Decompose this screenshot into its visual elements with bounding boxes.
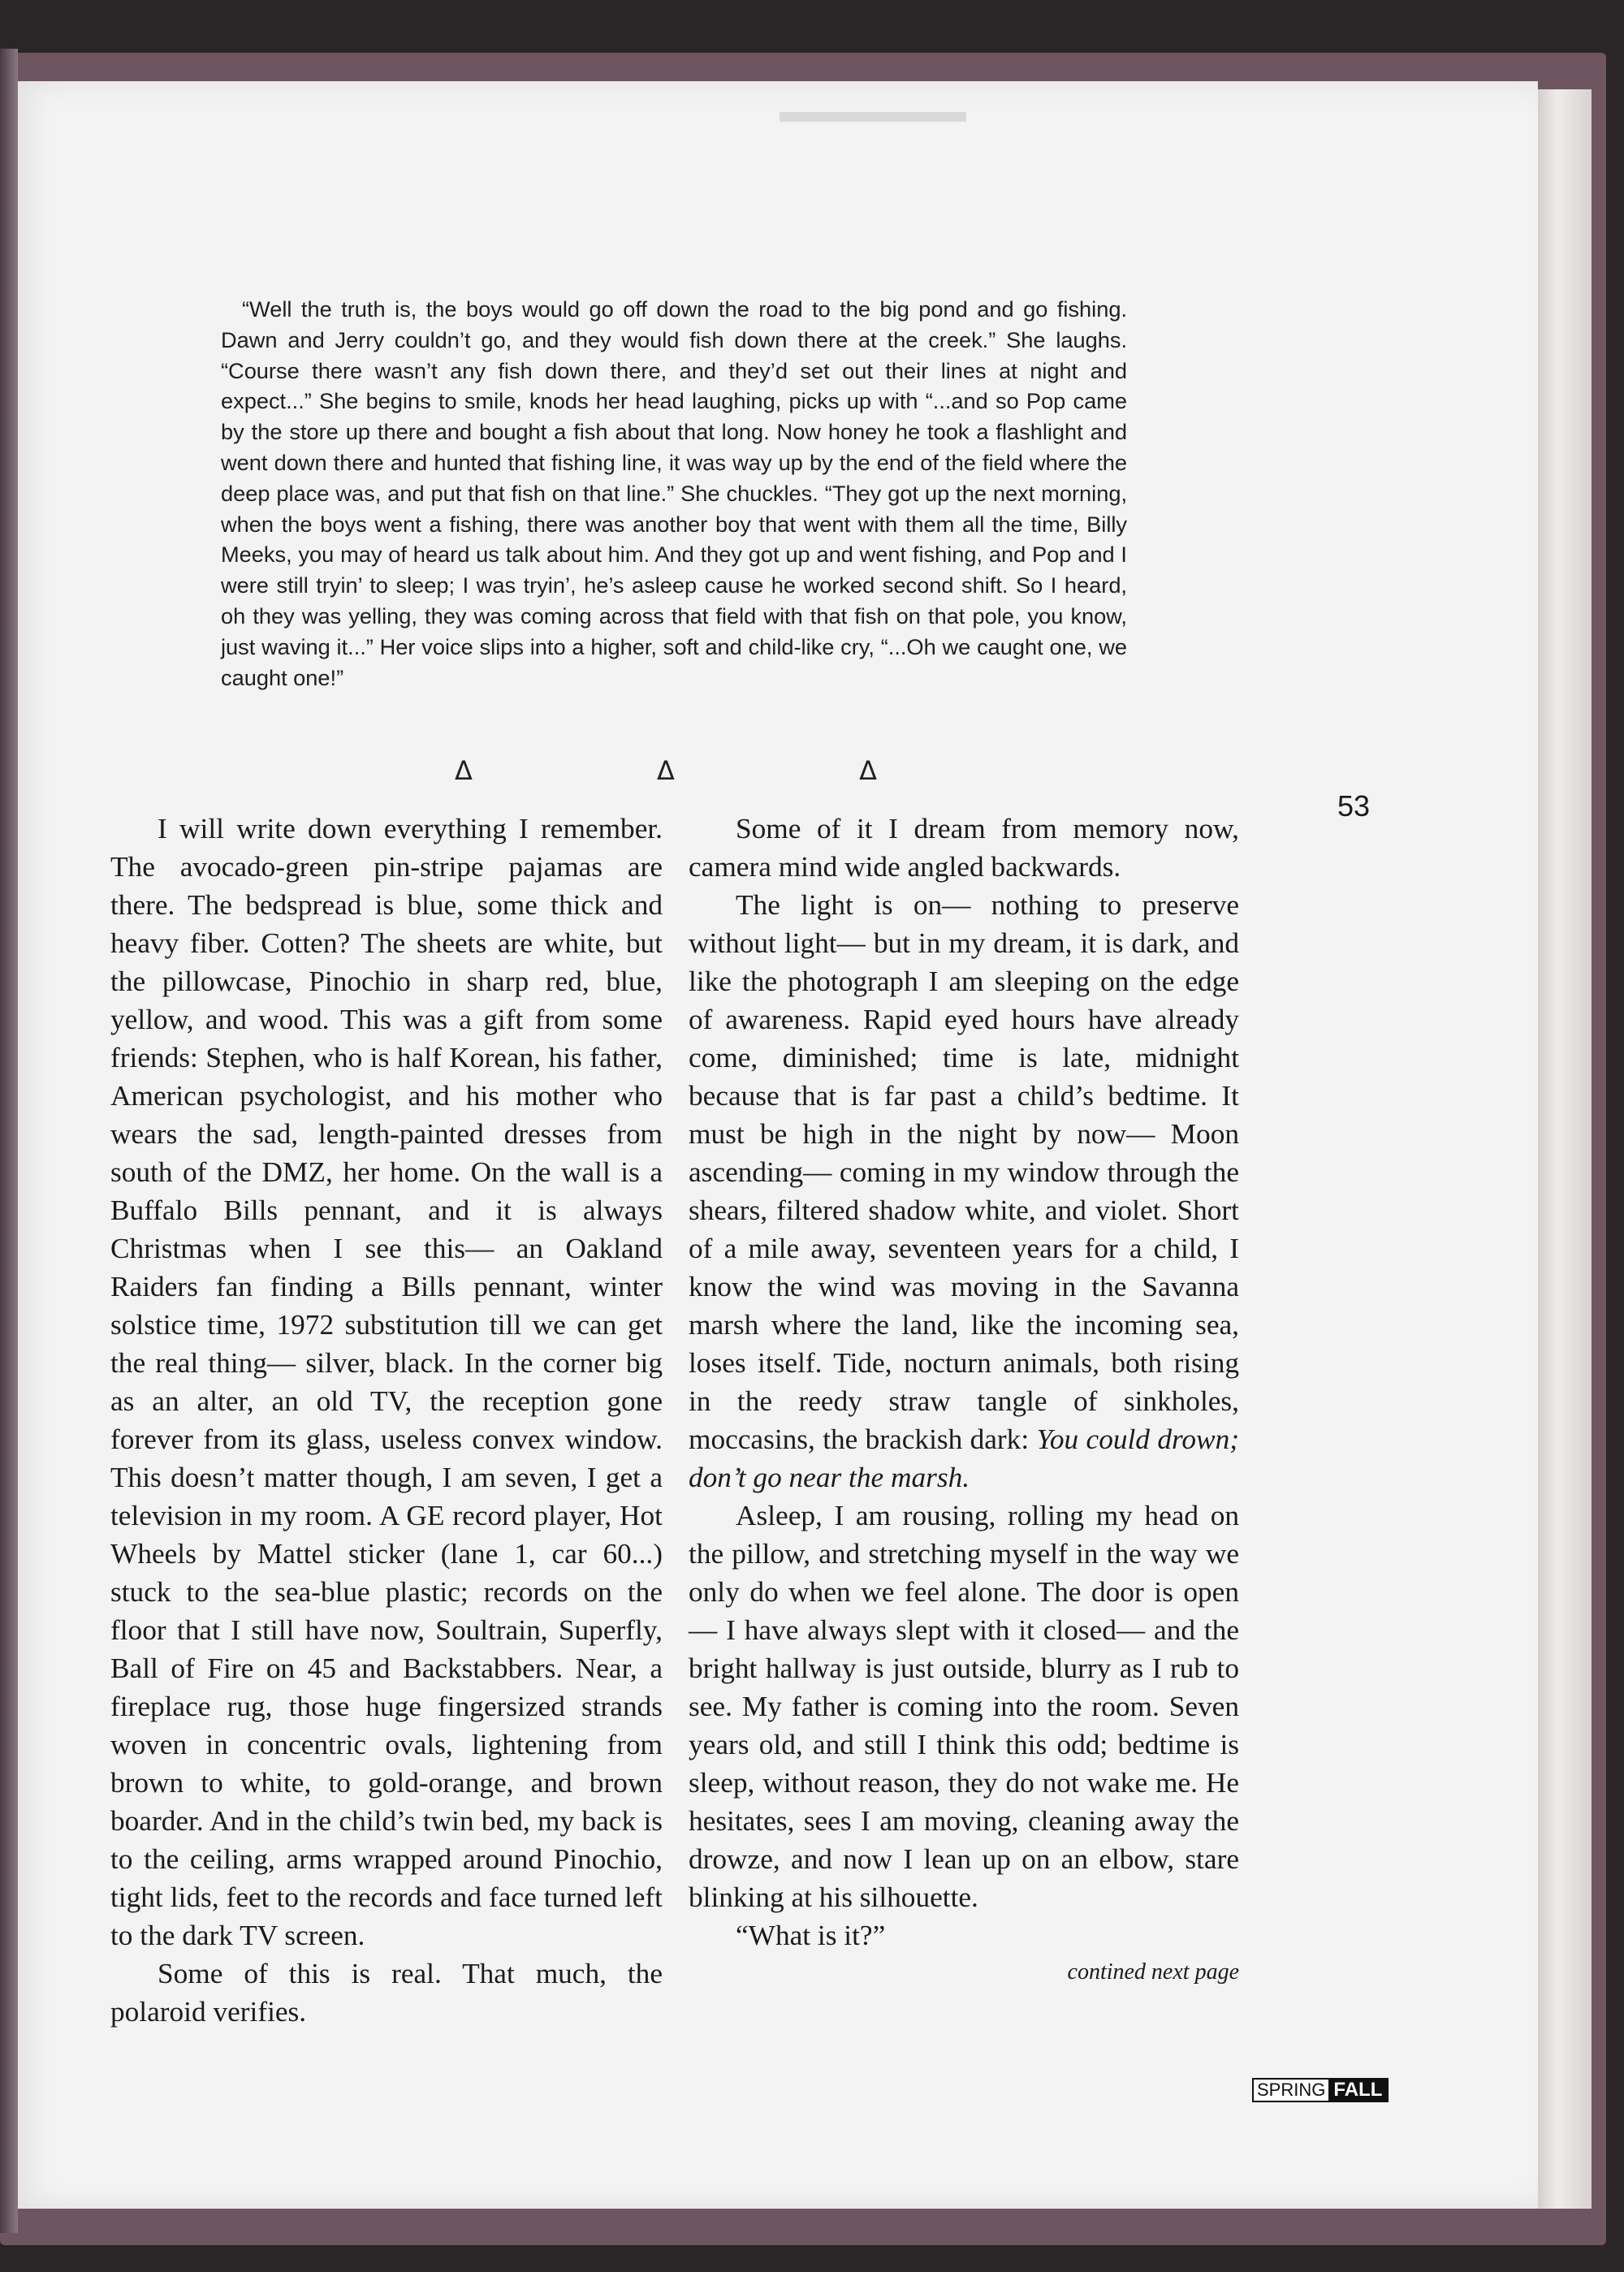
quote-paragraph: “Well the truth is, the boys would go off down the road to the big pond and go fishing. Dawn and Jerry couldn’t go, and they would fish down there at the creek.” She laughs. “Course there wasn’t any fish down there, and they’d set out their lines at night and expect...” She begins to smile, knods her head laughing, picks up with “...and so Pop came by the store up there and bought a fish about that long. Now honey he took a flashlight and went down there and hunted that fishing line, it was way up by the end of the field where the deep place was, and put that fish on that line.” She chuckles. “They got up the next morning, when the boys went a fishing, there was another boy that went with them all the time, Billy Meeks, you may of heard us talk about him. And they got up and went fishing, and Pop and I were still tryin’ to sleep; I was tryin’, he’s asleep cause he worked second shift. So I heard, oh they was yelling, they was coming across that field with that fish on that pole, you know, just waving it...” Her voice slips into a higher, soft and child-like cry, “...Oh we caught one, we caught one!” (221, 296, 1127, 690)
right-paragraph-2-text: The light is on— nothing to preserve without light— but in my dream, it is dark, and like the photograph I am sleeping on the edge of awareness. Rapid eyed hours have already come, diminished; time is late, midnight because that is far past a child’s bedtime. It must be high in the night by now— Moon ascending— coming in my window through the shears, filtered shadow white, and violet. Short of a mile away, seventeen years for a child, I know the wind was moving in the Savanna marsh where the land, like the incoming sea, loses itself. Tide, nocturn animals, both rising in the reedy straw tangle of sinkholes, moccasins, the brackish dark: (689, 889, 1239, 1455)
right-column (689, 810, 1239, 1987)
section-separator (455, 755, 877, 788)
continued-note: contined next page (1067, 1959, 1239, 1985)
season-badge (1252, 2078, 1389, 2102)
right-paragraph-1: Some of it I dream from memory now, camera mind wide angled backwards. (689, 813, 1239, 883)
delta-glyph: Δ (859, 755, 877, 786)
italic-warning: You could drown; don’t go near the marsh. (689, 1423, 1239, 1493)
left-paragraph-1: I will write down everything I remember. The avocado-green pin-stripe pajamas are there. The bedspread is blue, some thick and heavy fiber. Cotten? The sheets are white, but the pillowcase, Pinochio in sharp red, blue, yellow, and wood. This was a gift from some friends: Stephen, who is half Korean, his father, American psychologist, and his mother who wears the sad, length-painted dresses from south of the DMZ, her home. On the wall is a Buffalo Bills pennant, and it is always Christmas when I see this— an Oakland Raiders fan finding a Bills pennant, winter solstice time, 1972 substitution till we can get the real thing— silver, black. In the corner big as an alter, an old TV, the reception gone forever from its glass, useless convex window. This doesn’t matter though, I am seven, I get a television in my room. A GE record player, Hot Wheels by Mattel sticker (lane 1, car 60...) stuck to the sea-blue plastic; records on the floor that I still have now, Soultrain, Superfly, Ball of Fire on 45 and Backstabbers. Near, a fireplace rug, those huge fingersized strands woven in concentric ovals, lightening from brown to white, to gold-orange, and brown boarder. And in the child’s twin bed, my back is to the ceiling, arms wrapped around Pinochio, tight lids, feet to the records and face turned left to the dark TV screen. (110, 813, 663, 1951)
delta-glyph: Δ (455, 755, 473, 786)
page-number: 53 (1337, 789, 1371, 823)
season-spring: SPRING (1254, 2080, 1328, 2101)
delta-glyph: Δ (657, 755, 675, 786)
right-paragraph-2 (689, 886, 1239, 1497)
right-paragraph-4: “What is it?” (736, 1920, 886, 1951)
right-paragraph-3: Asleep, I am rousing, rolling my head on the pillow, and stretching myself in the way we only do when we feel alone. The door is open— I have always slept with it closed— and the bright hallway is just outside, blurry as I rub to see. My father is coming into the room. Seven years old, and still I think this odd; bedtime is sleep, without reason, they do not wake me. He hesitates, sees I am moving, cleaning away the drowze, and now I lean up on an elbow, stare blinking at his silhouette. (689, 1500, 1239, 1913)
page-edges (1535, 89, 1592, 2209)
season-fall: FALL (1328, 2080, 1387, 2101)
left-paragraph-2: Some of this is real. That much, the polaroid verifies. (110, 1958, 663, 2028)
block-quote (221, 294, 1127, 693)
running-head-faint (780, 112, 966, 122)
book-binding (0, 49, 18, 2233)
left-column (110, 810, 663, 2031)
